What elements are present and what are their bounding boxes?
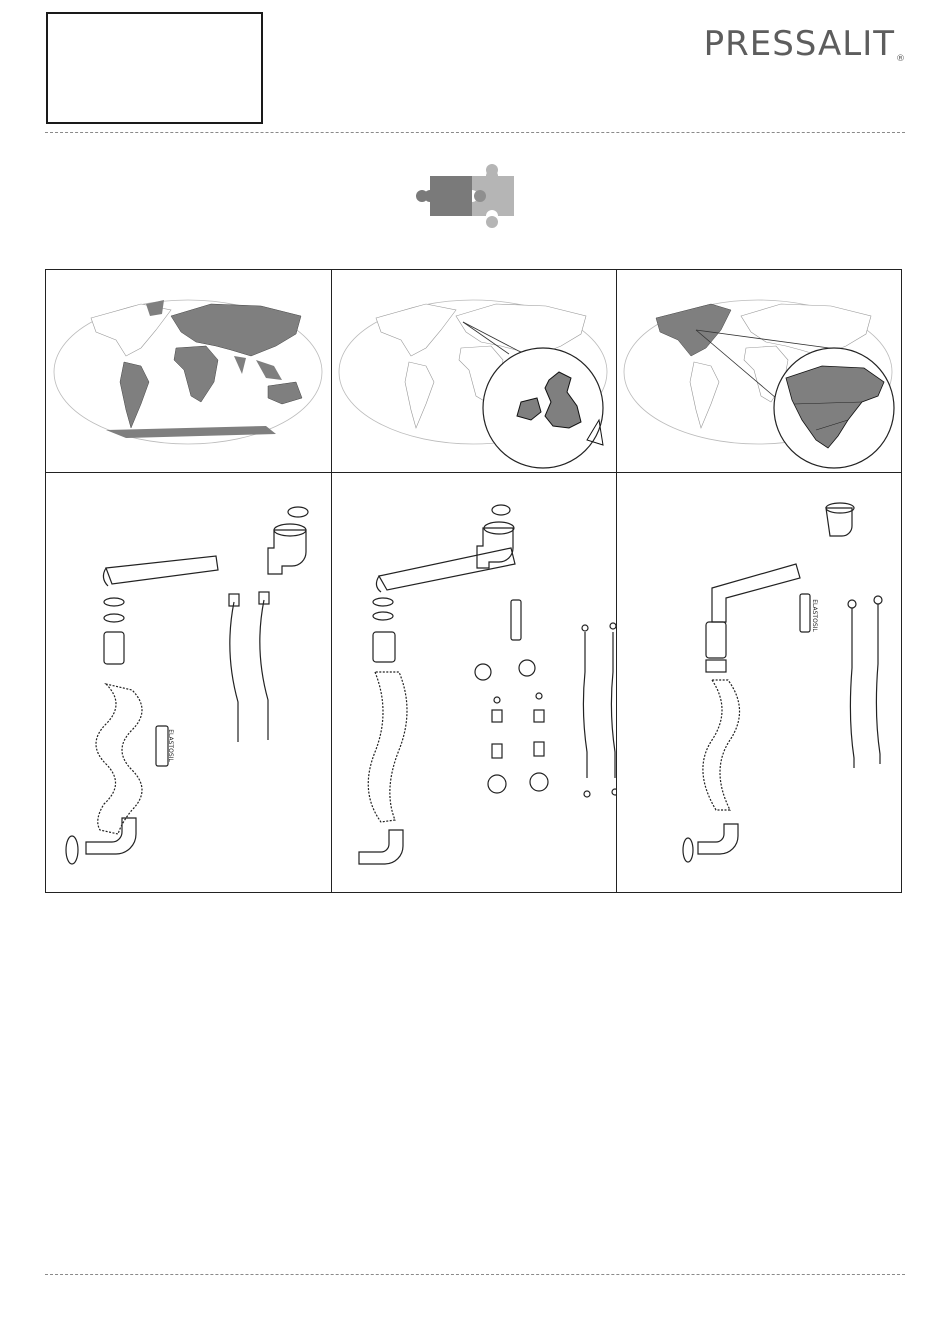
sealant-tube-label: ELASTOSIL <box>810 599 818 632</box>
logo-text: PRESSALIT <box>703 24 895 64</box>
puzzle-pieces-icon <box>414 160 518 232</box>
supply-hose-2 <box>260 600 268 740</box>
elbow-fitting <box>268 530 306 574</box>
bottom-elbow <box>86 818 136 854</box>
map-panel-world <box>46 270 331 472</box>
kit-panel-3 <box>616 472 903 892</box>
top-divider <box>45 132 905 133</box>
flex-hose <box>96 684 142 834</box>
sealant-tube-label: ELASTOSIL <box>166 729 174 762</box>
kit-panel-2 <box>331 472 616 892</box>
region-kit-grid <box>45 269 902 893</box>
kit-panel-1 <box>46 472 331 892</box>
ring-seal <box>288 507 308 517</box>
pressalit-logo <box>704 24 906 64</box>
bottom-divider <box>45 1274 905 1275</box>
coupling-nut <box>104 632 124 664</box>
straight-pipe <box>106 556 218 584</box>
map-panel-north-america <box>616 270 903 472</box>
map-panel-uk <box>331 270 616 472</box>
blank-label-box <box>46 12 263 124</box>
logo-mark: ® <box>896 54 906 64</box>
supply-hose-1 <box>230 602 238 742</box>
